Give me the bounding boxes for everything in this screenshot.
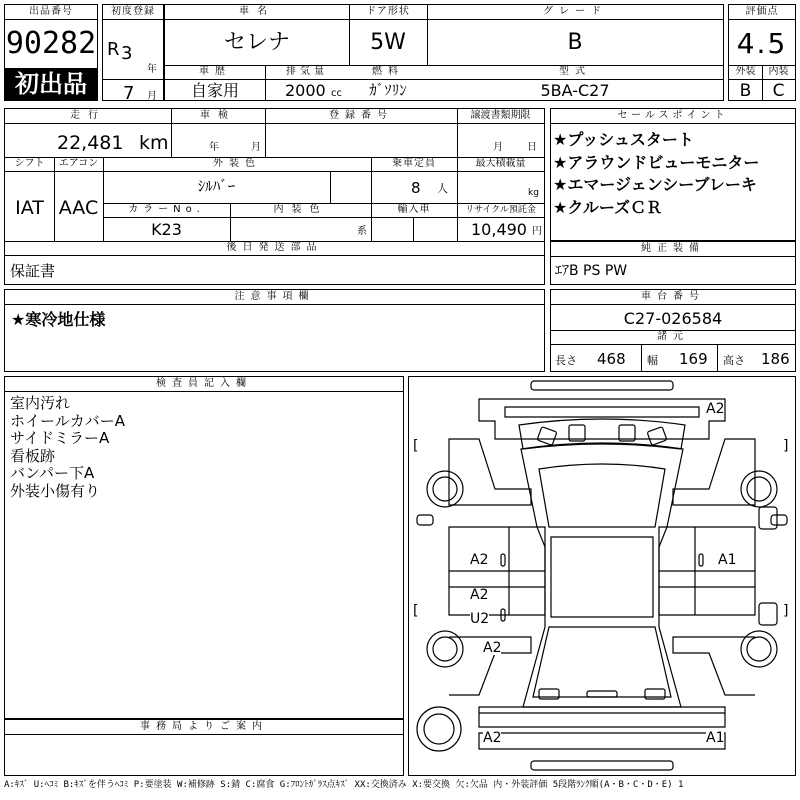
mark-right-front-door: A1 <box>718 552 737 568</box>
year-value: 3 <box>121 43 133 64</box>
bracket-right-top: ] <box>783 438 789 454</box>
chassis-number: C27-026584 <box>623 309 723 328</box>
color-number-value: K23 <box>151 220 182 239</box>
aircon-value: AAC <box>58 197 99 219</box>
inspector-note: サイドミラーA <box>10 429 110 447</box>
registration-label: 初度登録 <box>111 6 155 17</box>
mark-rear-left: A2 <box>483 730 502 746</box>
legend: A:ｷｽﾞ U:ﾍｺﾐ B:ｷｽﾞを伴うﾍｺﾐ P:要塗装 W:補修跡 S:錆 C:腐食 G:ﾌﾛﾝﾄｶﾞﾗｽ点ｷｽﾞ XX:交換済み X:要交換 欠:欠品 内・外装評価 5段階ﾗﾝｸ順(A・B・C・D・E) 1 <box>4 780 684 790</box>
later-parts-value: 保証書 <box>10 262 56 280</box>
inspection-month-unit: 月 <box>251 142 261 153</box>
model-value: 5BA-C27 <box>540 81 610 100</box>
width-label: 幅 <box>647 354 658 367</box>
exterior-color-value: ｼﾙﾊﾞｰ <box>197 177 236 195</box>
inspector-note: 室内汚れ <box>10 394 71 412</box>
exterior-label: 外装 <box>735 66 756 77</box>
inspector-note: 外装小傷有り <box>10 481 101 500</box>
later-parts-label: 後日発送部品 <box>226 242 323 253</box>
year-unit: 年 <box>147 64 157 75</box>
sales-point: ★クルーズＣＲ <box>553 197 663 217</box>
color-number-label: カラーNo. <box>128 204 205 215</box>
score-label: 評価点 <box>745 6 779 17</box>
vehicle-details-box <box>4 108 545 285</box>
bracket-left-bottom: [ <box>413 603 419 619</box>
sales-points-list <box>553 129 759 219</box>
aircon-label: エアコン <box>58 158 99 169</box>
recycle-unit: 円 <box>532 226 542 237</box>
capacity-value: 8 <box>411 179 421 197</box>
recycle-label: リサイクル預託金 <box>465 205 536 215</box>
lot-label: 出品番号 <box>29 6 73 17</box>
score-box <box>728 4 796 101</box>
transfer-month-unit: 月 <box>493 142 503 153</box>
grade-label: グレード <box>543 6 607 17</box>
inspector-note: バンパー下A <box>10 464 95 482</box>
chassis-label: 車台番号 <box>641 291 705 302</box>
sales-points-label: セールスポイント <box>617 110 729 121</box>
equipment-value: ｴｱB PS PW <box>555 263 628 279</box>
inspector-box <box>4 376 404 719</box>
width-value: 169 <box>679 350 708 368</box>
mark-left-rear-door-1: A2 <box>470 587 489 603</box>
shift-label: シフト <box>14 158 45 169</box>
sales-points-box <box>550 108 796 241</box>
height-label: 高さ <box>723 354 745 367</box>
interior-grade: C <box>772 81 785 101</box>
car-outline-diagram <box>409 377 795 775</box>
lot-number: 90282 <box>5 26 97 61</box>
first-listing-badge: 初出品 <box>5 68 97 101</box>
car-info-box <box>164 4 724 101</box>
sales-point: ★アラウンドビューモニター <box>553 152 760 172</box>
notes-value: ★寒冷地仕様 <box>11 310 106 329</box>
mark-left-front-door: A2 <box>470 552 489 568</box>
exterior-color-label: 外装色 <box>213 158 261 169</box>
inspector-label: 検査員記入欄 <box>156 378 252 389</box>
sales-point: ★プッシュスタート <box>553 130 694 149</box>
equipment-label: 純正装備 <box>641 243 705 254</box>
bracket-right-bottom: ] <box>783 603 789 619</box>
history-label: 車歴 <box>199 66 231 77</box>
max-load-label: 最大積載量 <box>475 158 526 169</box>
notes-box <box>4 289 545 372</box>
mileage-unit: km <box>139 132 169 154</box>
equipment-box <box>550 241 796 285</box>
capacity-label: 乗車定員 <box>392 158 436 169</box>
car-name: セレナ <box>223 30 290 55</box>
registration-number-label: 登録番号 <box>329 110 393 121</box>
chassis-box <box>550 289 796 372</box>
capacity-unit: 人 <box>437 182 448 195</box>
inspector-note: ホイールカバーA <box>10 411 125 430</box>
inspection-label: 車検 <box>200 110 236 121</box>
office-label: 事務局よりご案内 <box>140 721 268 732</box>
office-box <box>4 719 404 776</box>
car-name-label: 車名 <box>239 6 275 17</box>
dimensions-label: 諸元 <box>657 331 689 342</box>
transfer-deadline-label: 譲渡書類期限 <box>470 110 531 121</box>
import-label: 輸入車 <box>397 204 431 215</box>
model-label: 型式 <box>559 66 591 77</box>
displacement-unit: cc <box>331 88 342 99</box>
interior-label: 内装 <box>768 66 789 77</box>
month-value: 7 <box>123 83 135 104</box>
height-value: 186 <box>761 350 790 368</box>
registration-box <box>102 4 164 104</box>
exterior-grade: B <box>739 81 752 101</box>
length-value: 468 <box>597 350 626 368</box>
mark-left-rear-door-2: U2 <box>470 611 490 627</box>
door-value: 5W <box>370 30 406 55</box>
length-label: 長さ <box>555 354 577 367</box>
mileage-value: 22,481 <box>57 132 124 154</box>
door-label: ドア形状 <box>366 6 410 17</box>
shift-value: IAT <box>15 197 44 219</box>
grade-value: B <box>567 30 583 55</box>
displacement-label: 排気量 <box>286 66 328 77</box>
interior-color-unit: 系 <box>357 226 367 237</box>
month-unit: 月 <box>147 91 157 102</box>
mark-left-rear-fender: A2 <box>483 640 502 656</box>
bracket-left-top: [ <box>413 438 419 454</box>
history-value: 自家用 <box>190 81 239 100</box>
displacement-value: 2000 <box>285 81 326 100</box>
inspector-note: 看板跡 <box>10 446 56 465</box>
score-value: 4.5 <box>736 27 788 60</box>
notes-label: 注意事項欄 <box>234 291 315 302</box>
fuel-label: 燃料 <box>372 66 404 77</box>
mileage-label: 走行 <box>70 110 106 121</box>
sales-point: ★エマージェンシーブレーキ <box>553 175 757 194</box>
era-letter: R <box>107 39 120 60</box>
inspector-notes <box>10 395 125 500</box>
max-load-unit: kg <box>528 188 539 198</box>
mark-front-bumper: A2 <box>706 401 725 417</box>
transfer-day-unit: 日 <box>527 142 537 153</box>
lot-box <box>4 4 98 101</box>
fuel-value: ｶﾞｿﾘﾝ <box>369 81 407 99</box>
car-diagram <box>408 376 796 776</box>
interior-color-label: 内装色 <box>273 204 328 215</box>
mark-rear-right: A1 <box>706 730 725 746</box>
recycle-value: 10,490 <box>471 220 527 239</box>
inspection-year-unit: 年 <box>209 142 219 153</box>
